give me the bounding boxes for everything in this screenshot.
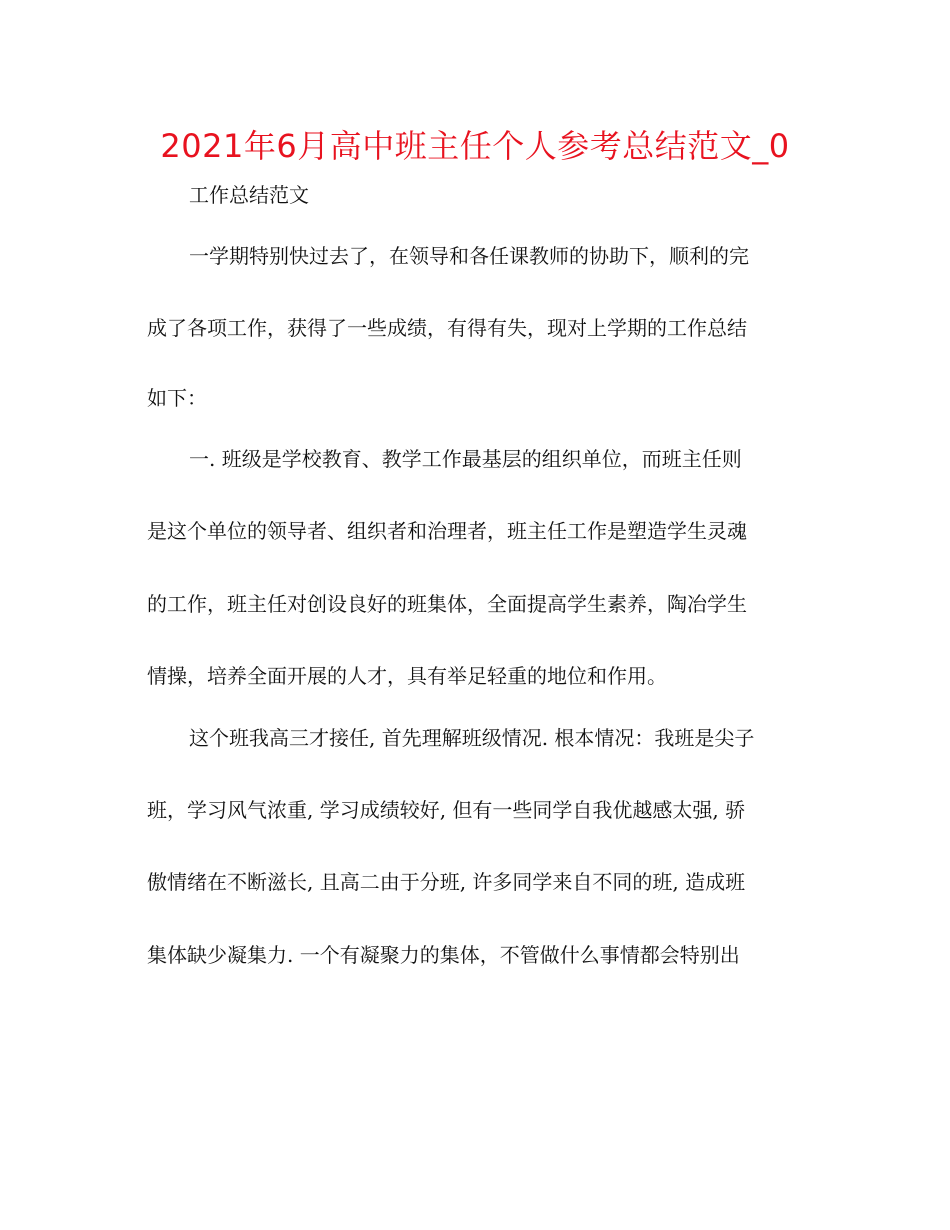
document-title: 2021年6月高中班主任个人参考总结范文_0	[160, 127, 790, 165]
paragraph-line: 班，学习风气浓重, 学习成绩较好, 但有一些同学自我优越感太强, 骄	[147, 798, 746, 822]
paragraph-line: 如下：	[147, 386, 207, 410]
paragraph-line: 一. 班级是学校教育、教学工作最基层的组织单位，而班主任则	[189, 447, 742, 471]
paragraph-line: 成了各项工作，获得了一些成绩，有得有失，现对上学期的工作总结	[147, 316, 747, 340]
paragraph-line: 是这个单位的领导者、组织者和治理者，班主任工作是塑造学生灵魂	[147, 519, 747, 543]
paragraph-line: 一学期特别快过去了，在领导和各任课教师的协助下，顺利的完	[189, 244, 749, 268]
paragraph-line: 情操，培养全面开展的人才，具有举足轻重的地位和作用。	[147, 664, 667, 688]
paragraph-line: 的工作，班主任对创设良好的班集体，全面提高学生素养，陶冶学生	[147, 592, 747, 616]
paragraph-line: 集体缺少凝集力. 一个有凝聚力的集体，不管做什么事情都会特别出	[147, 943, 740, 967]
document-subtitle: 工作总结范文	[189, 183, 309, 207]
paragraph-line: 傲情绪在不断滋长, 且高二由于分班, 许多同学来自不同的班, 造成班	[147, 870, 746, 894]
paragraph-line: 这个班我高三才接任, 首先理解班级情况. 根本情况：我班是尖子	[189, 726, 755, 750]
